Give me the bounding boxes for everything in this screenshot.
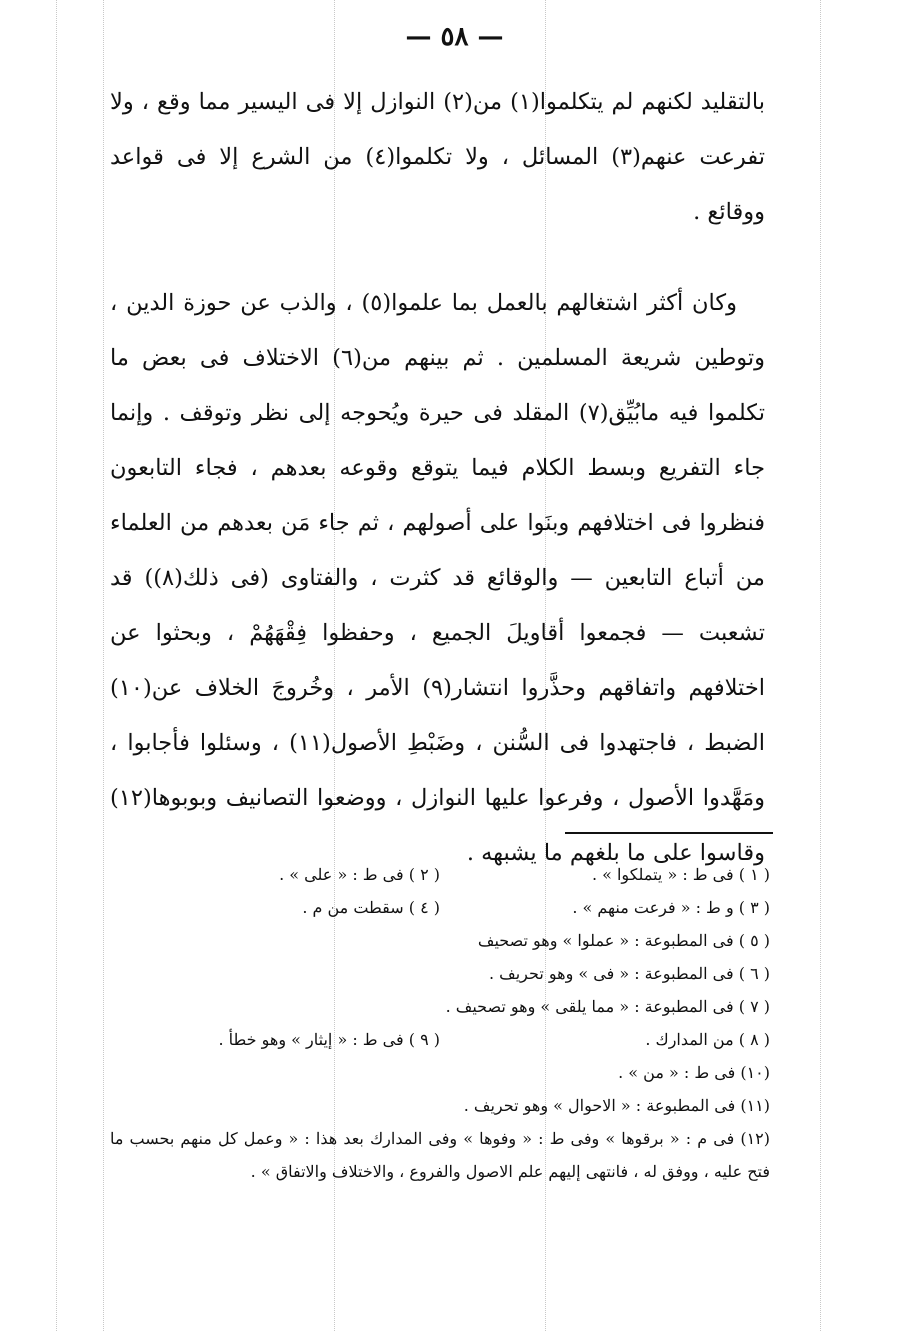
- footnote: ( ٥ ) فى المطبوعة : « عملوا » وهو تصحيف: [477, 931, 770, 950]
- footnote: ( ١ ) فى ط : « يتملكوا » .: [591, 865, 770, 884]
- footnote: ( ٨ ) من المدارك .: [645, 1030, 770, 1049]
- footnote-separator: [565, 832, 773, 834]
- scan-artifact-line: [103, 0, 104, 1331]
- footnote-row: [110, 1023, 770, 1056]
- footnote: ( ٦ ) فى المطبوعة : « فى » وهو تحريف .: [488, 964, 770, 983]
- footnote: ( ٤ ) سقطت من م .: [302, 898, 440, 917]
- main-text: [110, 75, 765, 881]
- footnote-row: [110, 891, 770, 924]
- page-number: — ٥٨ —: [405, 22, 504, 52]
- paragraph: بالتقليد لكنهم لم يتكلموا(١) من(٢) النوازل إلا فى اليسير مما وقع ، ولا تفرعت عنهم(٣) المسائل ، ولا تكلموا(٤) من الشرع إلا فى قواعد ووقائع .: [110, 89, 766, 225]
- footnote: ( ٣ ) و ط : « فرعت منهم » .: [572, 898, 770, 917]
- footnote: ( ٧ ) فى المطبوعة : « مما يلقى » وهو تصحيف .: [445, 997, 770, 1016]
- footnote: (١١) فى المطبوعة : « الاحوال » وهو تحريف .: [463, 1096, 770, 1115]
- scan-artifact-line: [820, 0, 821, 1331]
- footnotes: [110, 858, 770, 1188]
- scan-artifact-line: [56, 0, 57, 1331]
- footnote: (١٠) فى ط : « من » .: [618, 1063, 770, 1082]
- footnote: ( ٢ ) فى ط : « على » .: [279, 865, 440, 884]
- paragraph: وكان أكثر اشتغالهم بالعمل بما علموا(٥) ، والذب عن حوزة الدين ، وتوطين شريعة المسلمين . ثم بينهم من(٦) الاختلاف فى بعض ما تكلموا فيه مابُيِّق(٧) المقلد فى حيرة ويُحوجه إلى نظر وتوقف . وإنما جاء التفريع وبسط الكلام فيما يتوقع وقوعه بعدهم ، فجاء التابعون فنظروا فى اختلافهم وبنَوا على أصولهم ، ثم جاء مَن بعدهم من العلماء من أتباع التابعين — والوقائع قد كثرت ، والفتاوى (فى ذلك(٨)) قد تشعبت — فجمعوا أقاويلَ الجميع ، وحفظوا فِقْهَهُمْ ، وبحثوا عن اختلافهم واتفاقهم وحذَّروا انتشار(٩) الأمر ، وخُروجَ الخلاف عن(١٠) الضبط ، فاجتهدوا فى السُّنن ، وضَبْطِ الأصول(١١) ، وسئلوا فأجابوا ، ومَهَّدوا الأصول ، وفرعوا عليها النوازل ، ووضعوا التصانيف وبوبوها(١٢) وقاسوا على ما بلغهم ما يشبهه .: [110, 290, 766, 866]
- footnote: ( ٩ ) فى ط : « إيثار » وهو خطأ .: [218, 1030, 440, 1049]
- footnote-row: [110, 858, 770, 891]
- footnote: (١٢) فى م : « برقوها » وفى ط : « وفوها » وفى المدارك بعد هذا : « وعمل كل منهم بحسب ما فتح عليه ، ووفق له ، فانتهى إليهم علم الاصول والفروع ، والاختلاف والاتفاق » .: [110, 1129, 770, 1181]
